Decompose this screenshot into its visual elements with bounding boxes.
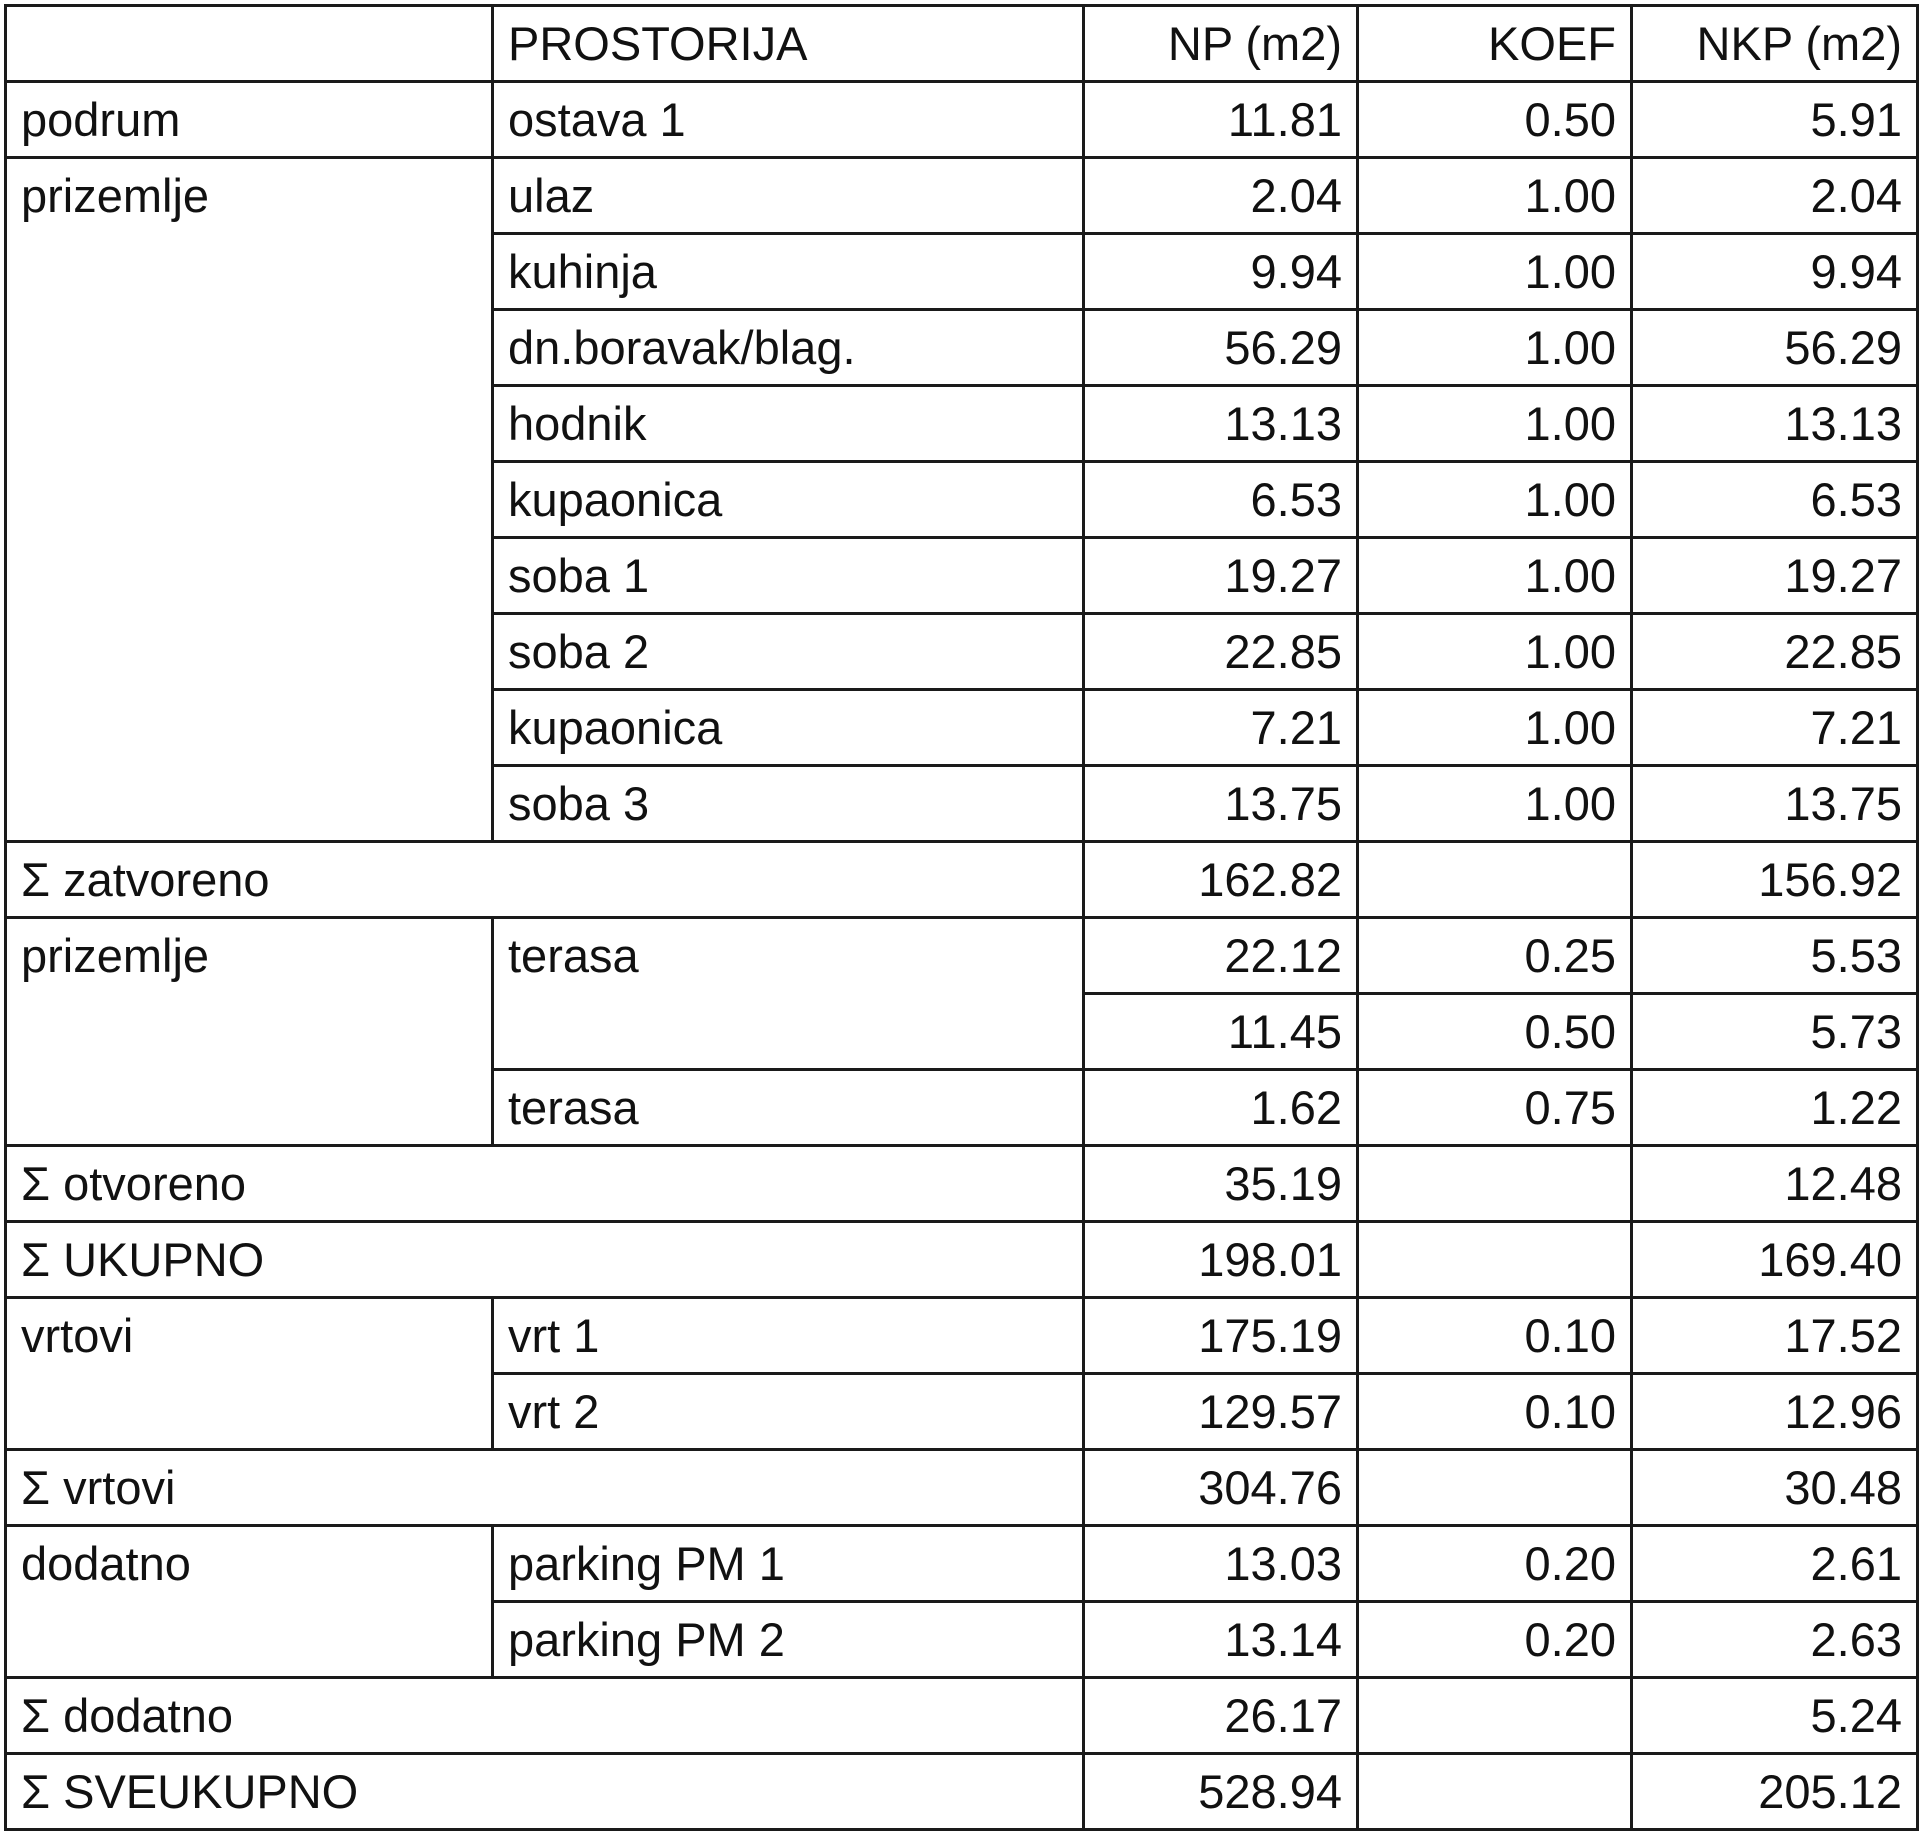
level-cell: podrum: [6, 82, 493, 158]
room-cell: ulaz: [493, 158, 1084, 234]
header-cell-koef: KOEF: [1358, 6, 1632, 82]
koef-cell: 0.25: [1358, 918, 1632, 994]
sum-koef-empty: [1358, 1146, 1632, 1222]
koef-cell: 1.00: [1358, 690, 1632, 766]
room-cell: soba 3: [493, 766, 1084, 842]
np-cell: 7.21: [1084, 690, 1358, 766]
level-cell: prizemlje: [6, 918, 493, 1146]
sum-row: [6, 1146, 1918, 1222]
room-cell: terasa: [493, 1070, 1084, 1146]
koef-cell: 1.00: [1358, 766, 1632, 842]
sum-nkp: 30.48: [1632, 1450, 1918, 1526]
header-cell-nkp: NKP (m2): [1632, 6, 1918, 82]
np-cell: 11.45: [1084, 994, 1358, 1070]
sum-koef-empty: [1358, 1754, 1632, 1830]
nkp-cell: 9.94: [1632, 234, 1918, 310]
sum-nkp: 205.12: [1632, 1754, 1918, 1830]
sum-label: Σ zatvoreno: [6, 842, 1084, 918]
sum-np: 304.76: [1084, 1450, 1358, 1526]
sum-nkp: 156.92: [1632, 842, 1918, 918]
header-cell-level: [6, 6, 493, 82]
room-cell: parking PM 1: [493, 1526, 1084, 1602]
np-cell: 11.81: [1084, 82, 1358, 158]
table-row: [6, 918, 1918, 994]
np-cell: 19.27: [1084, 538, 1358, 614]
sum-np: 198.01: [1084, 1222, 1358, 1298]
nkp-cell: 5.91: [1632, 82, 1918, 158]
np-cell: 13.14: [1084, 1602, 1358, 1678]
sum-label: Σ vrtovi: [6, 1450, 1084, 1526]
np-cell: 13.13: [1084, 386, 1358, 462]
table-row: [6, 1298, 1918, 1374]
koef-cell: 0.75: [1358, 1070, 1632, 1146]
sum-row: [6, 1450, 1918, 1526]
sum-nkp: 5.24: [1632, 1678, 1918, 1754]
sum-label: Σ UKUPNO: [6, 1222, 1084, 1298]
sum-row: [6, 842, 1918, 918]
level-cell: dodatno: [6, 1526, 493, 1678]
nkp-cell: 7.21: [1632, 690, 1918, 766]
koef-cell: 0.20: [1358, 1602, 1632, 1678]
room-cell: vrt 1: [493, 1298, 1084, 1374]
nkp-cell: 12.96: [1632, 1374, 1918, 1450]
nkp-cell: 1.22: [1632, 1070, 1918, 1146]
nkp-cell: 13.75: [1632, 766, 1918, 842]
sum-row: [6, 1754, 1918, 1830]
np-cell: 1.62: [1084, 1070, 1358, 1146]
koef-cell: 0.50: [1358, 82, 1632, 158]
np-cell: 22.12: [1084, 918, 1358, 994]
np-cell: 129.57: [1084, 1374, 1358, 1450]
sum-np: 162.82: [1084, 842, 1358, 918]
room-cell: kuhinja: [493, 234, 1084, 310]
nkp-cell: 17.52: [1632, 1298, 1918, 1374]
koef-cell: 1.00: [1358, 462, 1632, 538]
header-cell-room: PROSTORIJA: [493, 6, 1084, 82]
sum-koef-empty: [1358, 1450, 1632, 1526]
np-cell: 22.85: [1084, 614, 1358, 690]
np-cell: 56.29: [1084, 310, 1358, 386]
header-cell-np: NP (m2): [1084, 6, 1358, 82]
area-table: [4, 4, 1919, 1831]
sum-nkp: 169.40: [1632, 1222, 1918, 1298]
table-row: [6, 82, 1918, 158]
header-row: [6, 6, 1918, 82]
room-cell: ostava 1: [493, 82, 1084, 158]
nkp-cell: 2.04: [1632, 158, 1918, 234]
nkp-cell: 56.29: [1632, 310, 1918, 386]
room-cell: parking PM 2: [493, 1602, 1084, 1678]
sum-row: [6, 1222, 1918, 1298]
nkp-cell: 5.73: [1632, 994, 1918, 1070]
room-cell: vrt 2: [493, 1374, 1084, 1450]
sum-koef-empty: [1358, 1222, 1632, 1298]
sum-koef-empty: [1358, 1678, 1632, 1754]
room-cell: kupaonica: [493, 690, 1084, 766]
nkp-cell: 5.53: [1632, 918, 1918, 994]
koef-cell: 1.00: [1358, 158, 1632, 234]
table-row: [6, 158, 1918, 234]
koef-cell: 1.00: [1358, 538, 1632, 614]
sum-np: 26.17: [1084, 1678, 1358, 1754]
room-cell: dn.boravak/blag.: [493, 310, 1084, 386]
nkp-cell: 22.85: [1632, 614, 1918, 690]
room-cell: hodnik: [493, 386, 1084, 462]
level-cell: vrtovi: [6, 1298, 493, 1450]
np-cell: 2.04: [1084, 158, 1358, 234]
sum-label: Σ otvoreno: [6, 1146, 1084, 1222]
np-cell: 6.53: [1084, 462, 1358, 538]
room-cell: soba 2: [493, 614, 1084, 690]
table-row: [6, 1526, 1918, 1602]
koef-cell: 1.00: [1358, 234, 1632, 310]
koef-cell: 1.00: [1358, 310, 1632, 386]
sum-nkp: 12.48: [1632, 1146, 1918, 1222]
koef-cell: 1.00: [1358, 386, 1632, 462]
room-cell: terasa: [493, 918, 1084, 1070]
level-cell: prizemlje: [6, 158, 493, 842]
np-cell: 175.19: [1084, 1298, 1358, 1374]
koef-cell: 0.50: [1358, 994, 1632, 1070]
sum-row: [6, 1678, 1918, 1754]
koef-cell: 0.10: [1358, 1298, 1632, 1374]
nkp-cell: 19.27: [1632, 538, 1918, 614]
koef-cell: 0.20: [1358, 1526, 1632, 1602]
sum-label: Σ dodatno: [6, 1678, 1084, 1754]
sum-np: 528.94: [1084, 1754, 1358, 1830]
np-cell: 13.75: [1084, 766, 1358, 842]
sum-label: Σ SVEUKUPNO: [6, 1754, 1084, 1830]
np-cell: 13.03: [1084, 1526, 1358, 1602]
nkp-cell: 2.63: [1632, 1602, 1918, 1678]
sum-koef-empty: [1358, 842, 1632, 918]
nkp-cell: 2.61: [1632, 1526, 1918, 1602]
nkp-cell: 13.13: [1632, 386, 1918, 462]
room-cell: soba 1: [493, 538, 1084, 614]
koef-cell: 1.00: [1358, 614, 1632, 690]
sum-np: 35.19: [1084, 1146, 1358, 1222]
nkp-cell: 6.53: [1632, 462, 1918, 538]
np-cell: 9.94: [1084, 234, 1358, 310]
room-cell: kupaonica: [493, 462, 1084, 538]
koef-cell: 0.10: [1358, 1374, 1632, 1450]
